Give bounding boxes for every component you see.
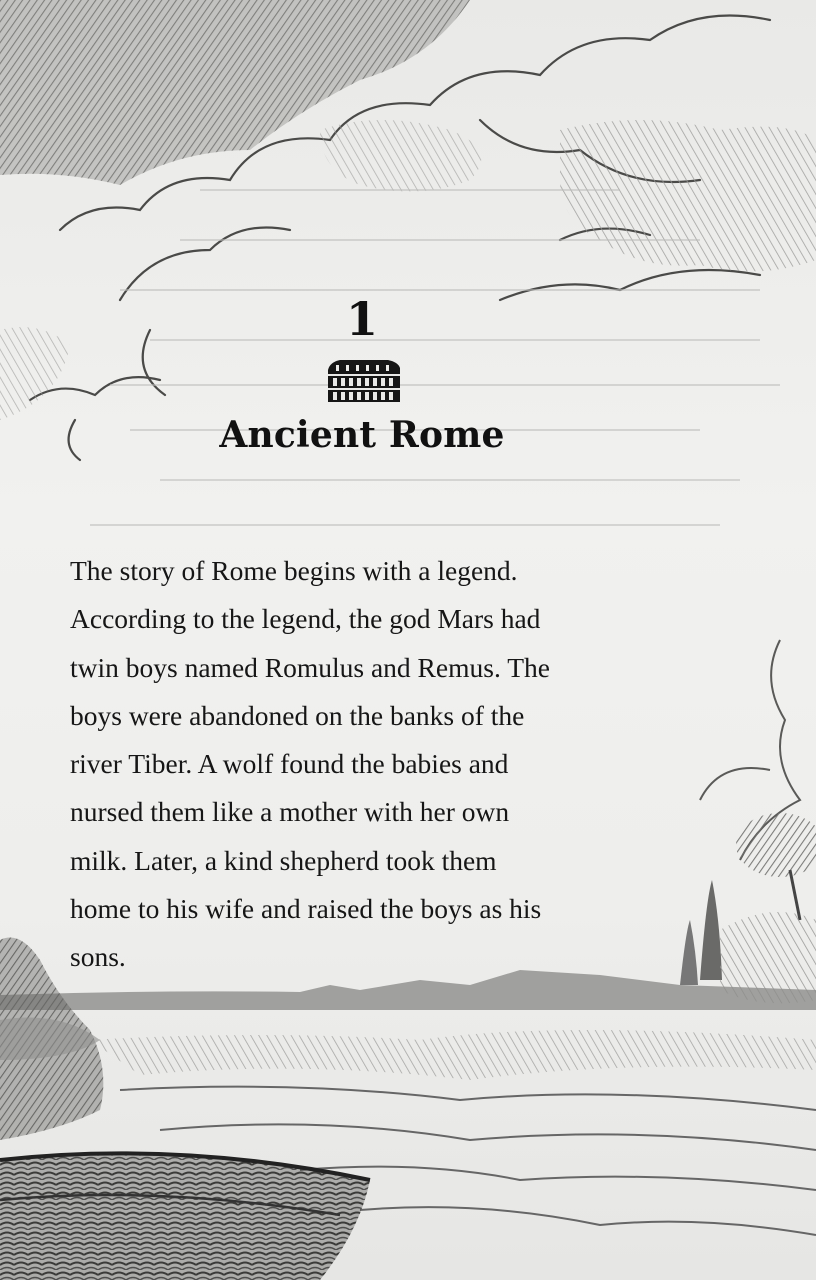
text-line: river Tiber. A wolf found the babies and: [70, 748, 509, 780]
chapter-number: 1: [345, 292, 378, 346]
text-line: nursed them like a mother with her own: [70, 796, 510, 828]
text-line: home to his wife and raised the boys as his: [70, 893, 542, 925]
text-line: milk. Later, a kind shepherd took them: [70, 844, 497, 876]
body-paragraph: [70, 547, 670, 982]
text-line: boys were abandoned on the banks of the: [70, 699, 525, 731]
text-line: The story of Rome begins with a legend.: [70, 555, 518, 586]
text-line: twin boys named Romulus and Remus. The: [70, 651, 550, 683]
chapter-title: Ancient Rome: [219, 414, 505, 456]
text-line: sons.: [70, 941, 126, 973]
colosseum-icon: [322, 356, 406, 402]
text-line: According to the legend, the god Mars had: [70, 603, 541, 635]
